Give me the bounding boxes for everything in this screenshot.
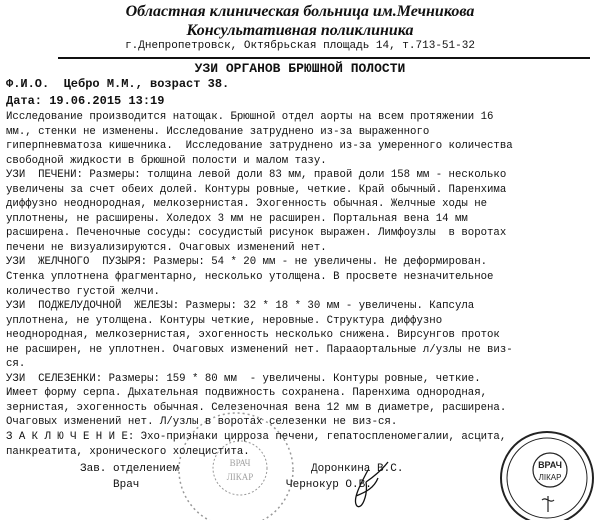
clinic-address: г.Днепропетровск, Октябрьская площадь 14, т.713-51-32 [125, 40, 475, 52]
report-line: печени не визуализируются. Очаговых изменений нет. [6, 241, 327, 254]
report-line: З А К Л Ю Ч Е Н И Е: Эхо-признаки цирроза печени, гепатоспленомегалии, асцита, [6, 431, 507, 444]
hospital-name: Областная клиническая больница им.Мечникова [125, 3, 475, 20]
report-line: количество густой желчи. [6, 285, 160, 298]
report-line: гиперпневматоза кишечника. Исследование затруднено из-за умеренного количества [6, 140, 513, 153]
patient-info: Ф.И.О. Цебро М.М., возраст 38. [6, 77, 230, 91]
clinic-name: Консультативная поликлиника [186, 22, 414, 39]
report-line: неоднородная, мелкозернистая, эхогенность несколько снижена. Вирсунгов проток [6, 329, 500, 342]
report-line: диффузно неоднородная, мелкозернистая. Эхогенность обычная. Желчные ходы не [6, 198, 488, 211]
right-stamp [501, 432, 593, 520]
svg-text:ВРАЧ: ВРАЧ [229, 458, 251, 468]
report-line: панкреатита, хронического холецистита. [6, 445, 250, 458]
doctor-label: Врач [113, 479, 140, 491]
report-line: Имеет форму серпа. Дыхательная подвижность сохранена. Паренхима однородная, [6, 387, 488, 400]
report-line: мм., стенки не изменены. Исследование затруднено из-за выраженного [6, 125, 430, 138]
head-label: Зав. отделением [80, 463, 180, 475]
report-line: Исследование производится натощак. Брюшной отдел аорты на всем протяжении 16 [6, 111, 494, 123]
report-line: уплотнена, не утолщена. Контуры четкие, неровные. Структура диффузно [6, 314, 443, 327]
report-line: не расширен, не уплотнен. Очаговых изменений нет. Парааортальные л/узлы не виз- [6, 343, 513, 356]
svg-text:ЛІКАР: ЛІКАР [226, 472, 254, 482]
head-name: Доронкина В.С. [311, 463, 404, 475]
report-line: расширена. Печеночные сосуды: сосудистый рисунок выражен. Лимфоузлы в воротах [6, 227, 507, 240]
report-line: уплотнены, не расширены. Холедох 3 мм не расширен. Портальная вена 14 мм [6, 212, 468, 225]
svg-text:ВРАЧ: ВРАЧ [538, 460, 562, 470]
report-line: ся. [6, 358, 26, 371]
document-title: УЗИ ОРГАНОВ БРЮШНОЙ ПОЛОСТИ [194, 61, 406, 76]
doctor-name: Чернокур О.В. [286, 479, 372, 491]
report-line: УЗИ ПОДЖЕЛУДОЧНОЙ ЖЕЛЕЗЫ: Размеры: 32 * 18 * 30 мм - увеличены. Капсула [6, 300, 475, 313]
svg-text:ЛІКАР: ЛІКАР [538, 473, 562, 482]
exam-date: Дата: 19.06.2015 13:19 [6, 94, 165, 108]
report-line: Стенка уплотнена фрагментарно, несколько утолщена. В просвете незначительное [6, 271, 494, 284]
report-line: зернистая, эхогенность обычная. Селезеночная вена 12 мм в диаметре, расширена. [6, 401, 507, 414]
report-line: УЗИ СЕЛЕЗЕНКИ: Размеры: 159 * 80 мм - увеличены. Контуры ровные, четкие. [6, 372, 481, 385]
report-line: увеличены за счет обеих долей. Контуры ровные, четкие. Край обычный. Паренхима [6, 183, 507, 196]
report-line: УЗИ ПЕЧЕНИ: Размеры: толщина левой доли 83 мм, правой доли 158 мм - несколько [6, 169, 507, 182]
report-body [6, 110, 513, 459]
report-line: Очаговых изменений нет. Л/узлы в воротах селезенки не виз-ся. [6, 416, 398, 429]
header-divider [58, 57, 590, 59]
report-line: УЗИ ЖЕЛЧНОГО ПУЗЫРЯ: Размеры: 54 * 20 мм - не увеличены. Не деформирован. [6, 256, 488, 269]
report-line: свободной жидкости в брюшной полости и малом тазу. [6, 154, 327, 167]
